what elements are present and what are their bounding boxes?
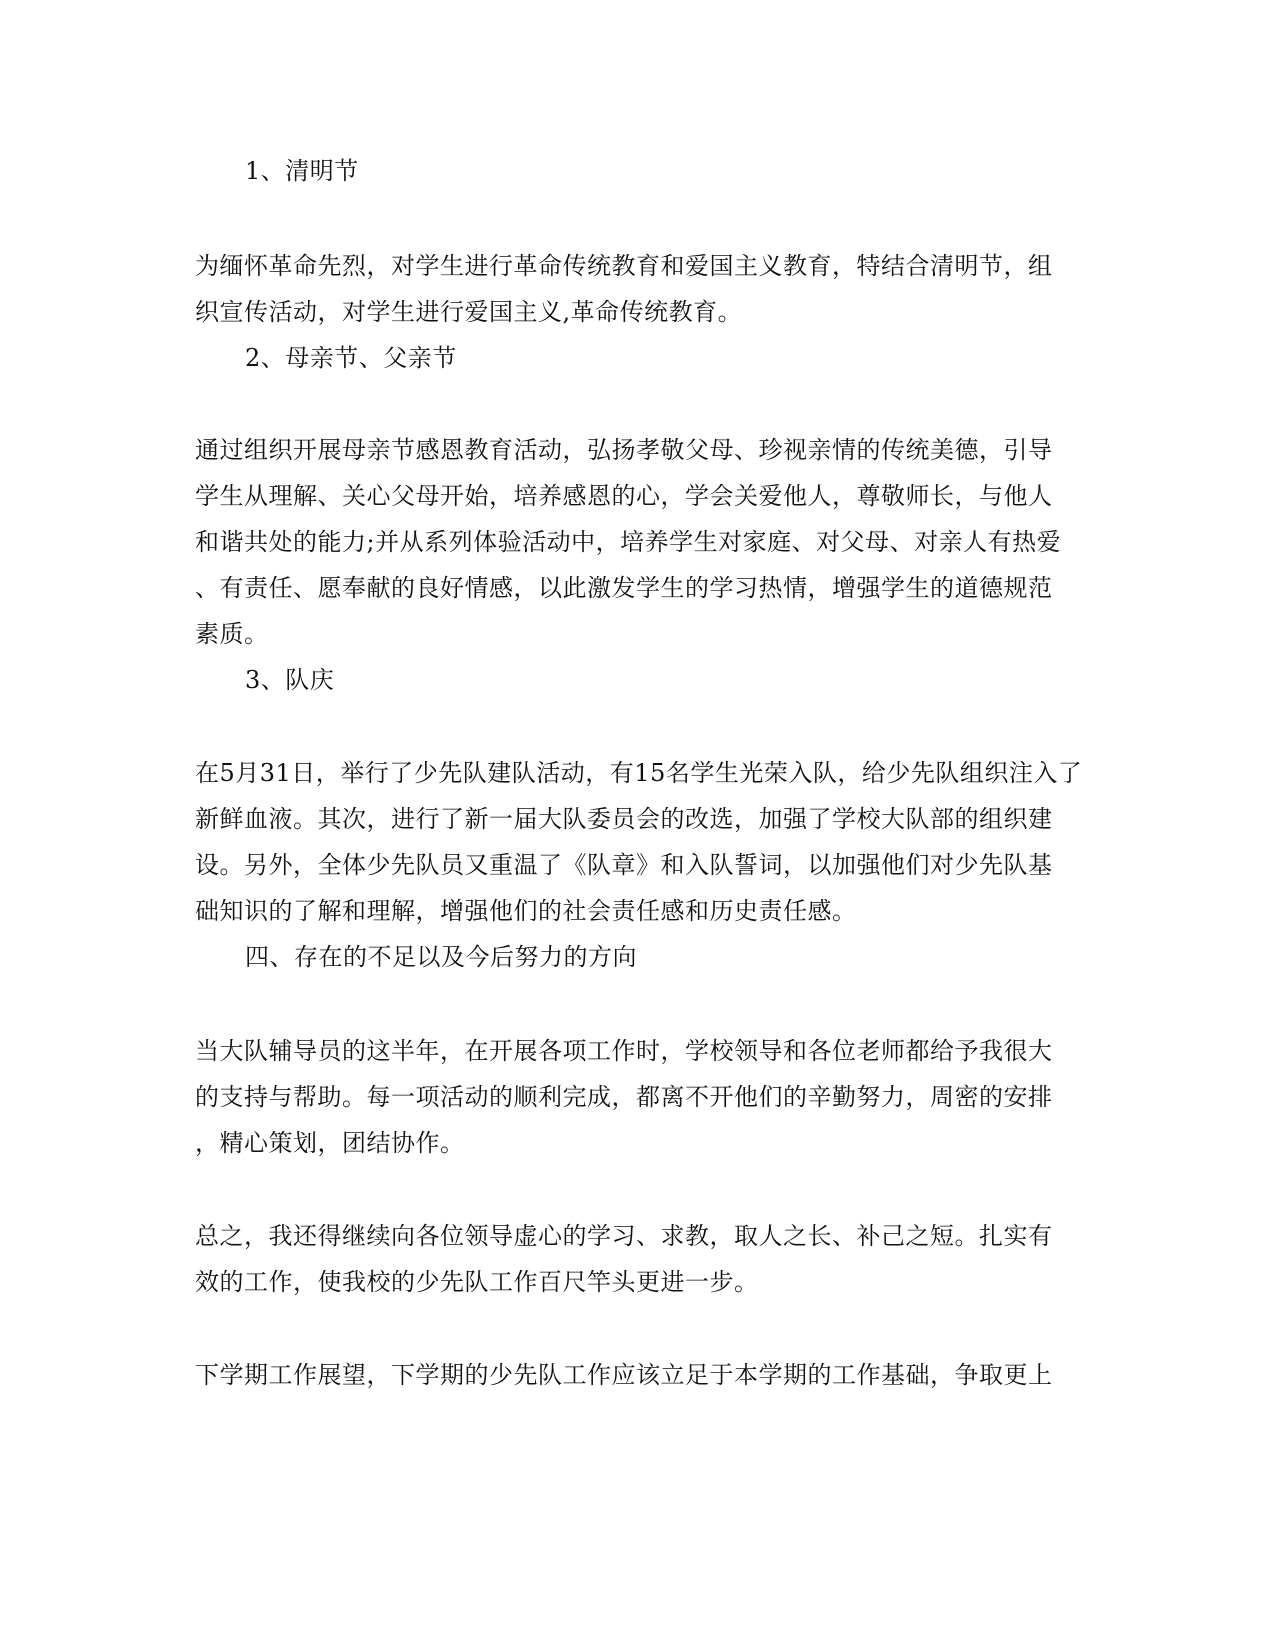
paragraph-line: 素质。 (195, 620, 269, 648)
paragraph-line: 效的工作，使我校的少先队工作百尺竿头更进一步。 (195, 1268, 759, 1296)
section-heading-team-anniversary: 3、队庆 (245, 666, 335, 694)
section-heading-mothers-fathers-day: 2、母亲节、父亲节 (245, 344, 457, 372)
paragraph-line: 和谐共处的能力;并从系列体验活动中，培养学生对家庭、对父母、对亲人有热爱 (195, 528, 1062, 556)
paragraph-line: 总之，我还得继续向各位领导虚心的学习、求教，取人之长、补己之短。扎实有 (195, 1222, 1053, 1250)
paragraph-line: 在5月31日，举行了少先队建队活动，有15名学生光荣入队，给少先队组织注入了 (195, 759, 1083, 787)
paragraph-line: 下学期工作展望，下学期的少先队工作应该立足于本学期的工作基础，争取更上 (195, 1361, 1053, 1389)
paragraph-line: 设。另外，全体少先队员又重温了《队章》和入队誓词，以加强他们对少先队基 (195, 851, 1053, 879)
paragraph-line: 学生从理解、关心父母开始，培养感恩的心，学会关爱他人，尊敬师长，与他人 (195, 482, 1053, 510)
section-heading-qingming: 1、清明节 (245, 157, 359, 185)
paragraph-line: 织宣传活动，对学生进行爱国主义,革命传统教育。 (195, 298, 743, 326)
paragraph-line: 础知识的了解和理解，增强他们的社会责任感和历史责任感。 (195, 897, 857, 925)
paragraph-line: 的支持与帮助。每一项活动的顺利完成，都离不开他们的辛勤努力，周密的安排 (195, 1083, 1053, 1111)
paragraph-line: 当大队辅导员的这半年，在开展各项工作时，学校领导和各位老师都给予我很大 (195, 1037, 1053, 1065)
paragraph-line: 通过组织开展母亲节感恩教育活动，弘扬孝敬父母、珍视亲情的传统美德，引导 (195, 436, 1053, 464)
paragraph-line: 新鲜血液。其次，进行了新一届大队委员会的改选，加强了学校大队部的组织建 (195, 805, 1053, 833)
paragraph-line: 、有责任、愿奉献的良好情感，以此激发学生的学习热情，增强学生的道德规范 (195, 574, 1053, 602)
paragraph-line: 为缅怀革命先烈，对学生进行革命传统教育和爱国主义教育，特结合清明节，组 (195, 252, 1053, 280)
section-heading-shortcomings: 四、存在的不足以及今后努力的方向 (245, 943, 637, 971)
paragraph-line: ，精心策划，团结协作。 (195, 1129, 465, 1157)
